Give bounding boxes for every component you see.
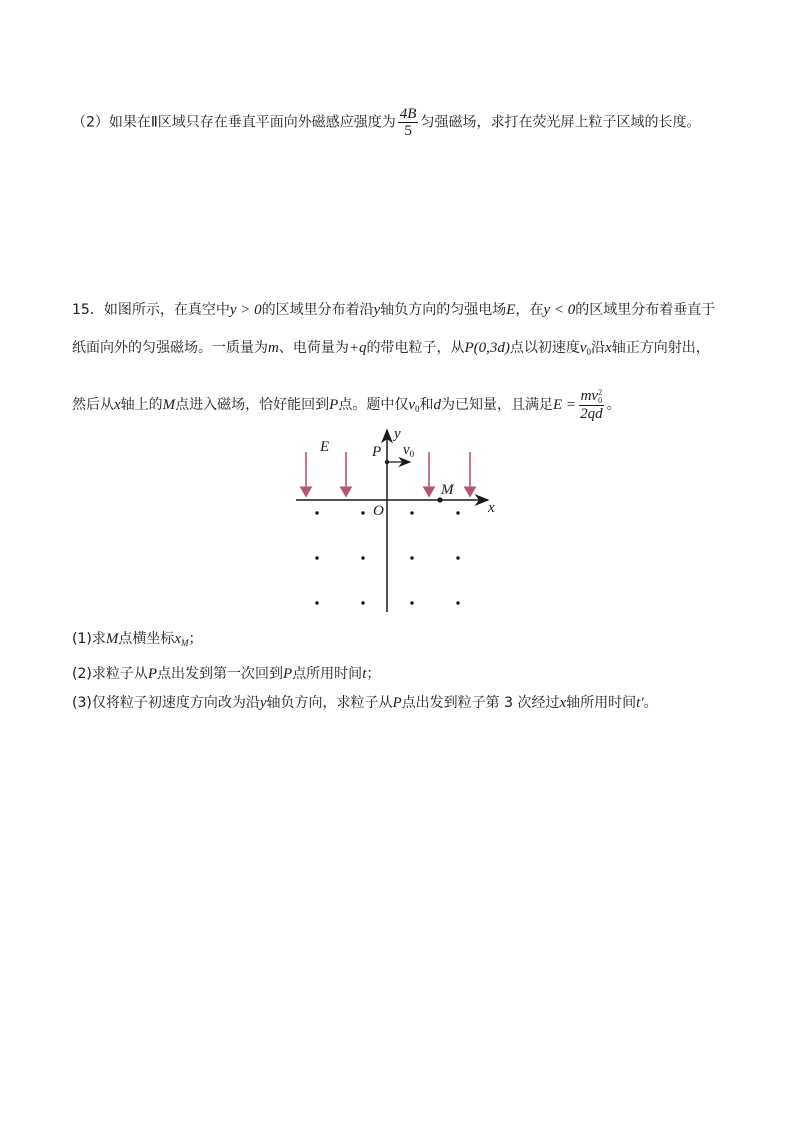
q3-m3: x — [559, 695, 567, 711]
question-2 — [72, 664, 380, 684]
part2-text-a: （2）如果在Ⅱ区域只存在垂直平面向外磁感应强度为 — [72, 114, 396, 131]
p15-l3-b: 轴上的 — [120, 396, 163, 413]
field-dot — [361, 511, 364, 514]
label-v0: $v_0$ — [403, 442, 415, 459]
p15-l1-m2: y — [373, 302, 381, 318]
q3-m1: y — [259, 695, 267, 711]
label-x: x — [488, 500, 495, 516]
field-dot — [315, 601, 318, 604]
p15-l2-m4: v — [579, 340, 587, 356]
problem15-line3 — [72, 388, 621, 422]
p15-l3-frac-sup: 2 — [598, 387, 603, 397]
p15-l3-m1: x — [114, 396, 121, 413]
p15-l2-m3: P(0,3d) — [464, 340, 510, 356]
p15-l2-m4sub: 0 — [586, 347, 592, 357]
label-M: M — [441, 482, 454, 498]
question-3 — [72, 693, 658, 713]
field-dot — [410, 601, 413, 604]
p15-l1-m3: E — [506, 302, 516, 318]
p15-l3-e: 和 — [419, 396, 434, 413]
label-O: O — [373, 503, 384, 519]
q2-b: 点出发到第一次回到 — [157, 666, 284, 682]
p15-l3-a: 然后从 — [72, 396, 114, 413]
p15-l3-m5: d — [433, 396, 442, 413]
q2-d: ； — [366, 666, 381, 682]
p15-l1-d: ，在 — [515, 302, 544, 318]
p15-l3-m2: M — [162, 396, 176, 413]
p15-l2-c: 的带电粒子，从 — [366, 340, 465, 356]
part2-text-b: 匀强磁场，求打在荧光屏上粒子区域的长度。 — [420, 114, 701, 131]
q1-m2: x — [174, 631, 182, 647]
q2-m1: P — [147, 666, 158, 682]
p15-l3-frac-den: 2qd — [580, 405, 603, 422]
p15-l3-f: 为已知量，且满足 — [441, 396, 554, 413]
p15-l3-m4: v — [408, 396, 416, 413]
question-1 — [72, 629, 203, 653]
p15-l1-e: 的区域里分布着垂直于 — [575, 302, 716, 318]
q1-m2sub: M — [181, 638, 189, 648]
field-diagram — [290, 422, 510, 618]
q3-d: 轴所用时间 — [566, 695, 637, 711]
q1-a: (1)求 — [72, 631, 106, 647]
label-y: y — [394, 426, 401, 442]
q1-c: ； — [188, 631, 203, 647]
field-dot — [361, 556, 364, 559]
part2-line — [72, 106, 700, 139]
p15-l3-frac-num-text: mv — [580, 388, 599, 404]
p15-l3-frac-num — [579, 388, 605, 406]
q2-m2: P — [283, 666, 293, 682]
field-dot — [410, 556, 413, 559]
q2-a: (2)求粒子从 — [72, 666, 148, 682]
field-dot — [410, 511, 413, 514]
problem15-line2 — [72, 338, 710, 362]
p15-l3-d: 点。题中仅 — [338, 396, 409, 413]
p15-l1-c: 轴负方向的匀强电场 — [380, 302, 507, 318]
p15-l2-m2: +q — [348, 340, 367, 356]
problem15-line1 — [72, 300, 715, 320]
p15-l2-d: 点以初速度 — [509, 340, 580, 356]
q1-b: 点横坐标 — [118, 631, 175, 647]
q3-e: 。 — [643, 695, 658, 711]
q3-a: (3)仅将粒子初速度方向改为沿 — [72, 695, 260, 711]
q3-b: 轴负方向，求粒子从 — [266, 695, 393, 711]
p15-l3-m4sub: 0 — [415, 403, 420, 414]
field-dot — [456, 511, 459, 514]
q1-m1: M — [105, 631, 119, 647]
part2-frac-num: 4B — [399, 106, 417, 122]
p15-l1-b: 的区域里分布着沿 — [261, 302, 374, 318]
q2-m3: t — [362, 666, 367, 682]
field-dot — [315, 556, 318, 559]
p15-l2-m5: x — [605, 340, 612, 356]
p15-l2-a: 纸面向外的匀强磁场。一质量为 — [72, 340, 268, 356]
part2-frac-den: 5 — [404, 123, 412, 139]
field-dot — [315, 511, 318, 514]
field-dot — [456, 556, 459, 559]
p15-l1-m4: y < 0 — [543, 302, 576, 318]
p15-l1-a: 15．如图所示，在真空中 — [72, 302, 230, 318]
p15-l3-m3: P — [329, 396, 339, 413]
p15-l2-b: 、电荷量为 — [278, 340, 349, 356]
p15-l3-m6: E = — [553, 396, 577, 413]
field-dot — [456, 601, 459, 604]
p15-l3-g: 。 — [606, 396, 621, 413]
p15-l1-m1: y > 0 — [229, 302, 262, 318]
p15-l2-f: 轴正方向射出， — [611, 340, 710, 356]
q2-c: 点所用时间 — [292, 666, 363, 682]
p15-l3-fraction — [578, 388, 605, 422]
point-M — [437, 497, 442, 502]
label-P: P — [372, 444, 382, 460]
p15-l2-m1: m — [268, 340, 279, 356]
label-E: E — [320, 439, 330, 455]
q3-m4: t′ — [636, 695, 644, 711]
p15-l3-c: 点进入磁场，恰好能回到 — [175, 396, 330, 413]
q3-m2: P — [392, 695, 402, 711]
part2-fraction — [398, 106, 419, 139]
field-dot — [361, 601, 364, 604]
q3-c: 点出发到粒子第 3 次经过 — [401, 695, 560, 711]
p15-l2-e: 沿 — [591, 340, 606, 356]
p15-l3-frac-sub: 0 — [598, 395, 603, 405]
